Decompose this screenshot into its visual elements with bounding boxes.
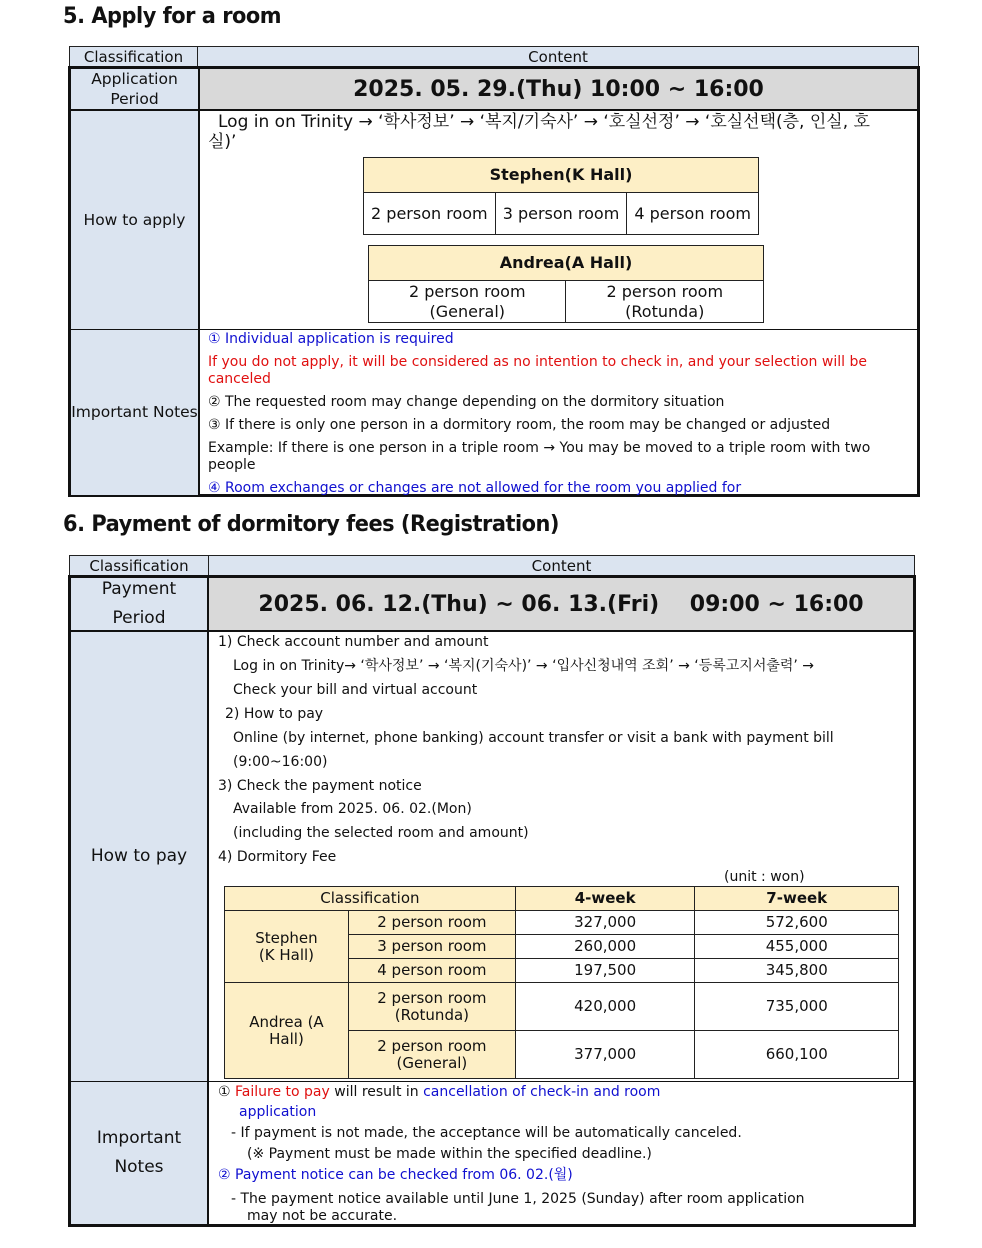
pay-step-3-date: Available from 2025. 06. 02.(Mon): [233, 801, 472, 817]
payment-notes-label-2: Notes: [114, 1157, 164, 1177]
pay-step-3: 3) Check the payment notice: [218, 778, 422, 794]
payment-note-2: ② Payment notice can be checked from 06. 02.(월): [218, 1167, 573, 1183]
payment-period-label: [71, 578, 209, 630]
pay-step-3-detail: (including the selected room and amount): [233, 825, 529, 841]
andrea-room-option: 2 person room (General): [369, 281, 566, 323]
payment-note-1-sub2: (※ Payment must be made within the specified deadline.): [247, 1146, 652, 1162]
section-6-header: [69, 555, 915, 576]
fee-7week-value: 735,000: [695, 983, 899, 1031]
payment-note-1-red: Failure to pay: [235, 1084, 330, 1100]
application-period-row: [71, 69, 917, 109]
fee-hall-stephen: Stephen (K Hall): [225, 911, 349, 983]
payment-note-1-blue-cont: application: [239, 1104, 317, 1120]
andrea-room-option: 2 person room (Rotunda): [566, 281, 764, 323]
fee-room-type: 3 person room: [348, 935, 515, 959]
payment-note-1: [218, 1084, 660, 1101]
fee-room-type: 2 person room: [348, 911, 515, 935]
stephen-room-option: 4 person room: [627, 193, 759, 235]
section-5-title: 5. Apply for a room: [63, 4, 282, 29]
note-1: ① Individual application is required: [208, 331, 454, 347]
payment-notes-label: [71, 1082, 209, 1224]
important-notes-row: [71, 329, 917, 495]
header-classification: Classification: [83, 47, 184, 66]
payment-note-1-text: will result in: [334, 1084, 419, 1100]
section-6-table: [68, 575, 916, 1227]
fee-7week-value: 345,800: [695, 959, 899, 983]
dormitory-fee-table: [224, 886, 899, 1079]
fee-header-4week: 4-week: [515, 887, 695, 911]
section-6-title: 6. Payment of dormitory fees (Registration): [63, 512, 560, 537]
pay-step-2-detail: Online (by internet, phone banking) account transfer or visit a bank with payment bill: [233, 730, 834, 746]
stephen-room-option: 2 person room: [364, 193, 496, 235]
payment-note-2-sub1: - The payment notice available until June 1, 2025 (Sunday) after room application: [231, 1191, 805, 1207]
fee-4week-value: 197,500: [515, 959, 695, 983]
fee-4week-value: 420,000: [515, 983, 695, 1031]
note-4: ④ Room exchanges or changes are not allowed for the room you applied for: [208, 480, 742, 496]
payment-note-2-sub2: may not be accurate.: [247, 1208, 398, 1224]
stephen-room-option: 3 person room: [495, 193, 627, 235]
header-content: Content: [197, 47, 918, 66]
payment-note-1-blue: cancellation of check-in and room: [423, 1084, 661, 1100]
fee-4week-value: 377,000: [515, 1031, 695, 1079]
fee-4week-value: 260,000: [515, 935, 695, 959]
how-to-apply-row: [71, 109, 917, 329]
note-3-example: Example: If there is one person in a triple room → You may be moved to a triple room with two people: [208, 440, 871, 473]
pay-step-1: 1) Check account number and amount: [218, 634, 489, 650]
payment-period-label-2: Period: [112, 608, 166, 628]
application-period-label: Application Period: [71, 69, 200, 109]
header-classification: Classification: [89, 556, 189, 575]
application-period-value: 2025. 05. 29.(Thu) 10:00 ~ 16:00: [200, 69, 917, 109]
payment-notes-row: [71, 1081, 913, 1224]
pay-step-1-detail: Check your bill and virtual account: [233, 682, 478, 698]
how-to-pay-label: How to pay: [71, 632, 209, 1081]
fee-4week-value: 327,000: [515, 911, 695, 935]
payment-period-label-1: Payment: [101, 579, 177, 599]
how-to-apply-label: How to apply: [71, 111, 200, 329]
payment-note-1-number: ①: [218, 1084, 231, 1100]
andrea-room-table: [368, 245, 764, 323]
fee-unit: (unit : won): [724, 869, 805, 885]
section-5-header: [69, 46, 919, 67]
fee-7week-value: 660,100: [695, 1031, 899, 1079]
stephen-hall-title: Stephen(K Hall): [364, 158, 759, 193]
apply-path-text: Log in on Trinity → ‘학사정보’ → ‘복지/기숙사’ → ‘호실선정’ → ‘호실선택(층, 인실, 호실)’: [208, 112, 870, 152]
payment-note-1-sub1: - If payment is not made, the acceptance will be automatically canceled.: [231, 1125, 742, 1141]
how-to-pay-row: [71, 630, 913, 1081]
pay-step-4: 4) Dormitory Fee: [218, 849, 337, 865]
note-1-warning: If you do not apply, it will be considered as no intention to check in, and your selection will be canceled: [208, 354, 867, 387]
pay-step-2: 2) How to pay: [225, 706, 324, 722]
payment-period-row: [71, 578, 913, 630]
fee-header-7week: 7-week: [695, 887, 899, 911]
fee-room-type: 2 person room (General): [348, 1031, 515, 1079]
andrea-hall-title: Andrea(A Hall): [369, 246, 764, 281]
stephen-room-table: [363, 157, 759, 235]
fee-room-type: 2 person room (Rotunda): [348, 983, 515, 1031]
fee-room-type: 4 person room: [348, 959, 515, 983]
note-3: ③ If there is only one person in a dormitory room, the room may be changed or adjusted: [208, 417, 831, 433]
fee-header-classification: Classification: [225, 887, 516, 911]
section-5-table: [68, 66, 920, 497]
fee-hall-andrea: Andrea (A Hall): [225, 983, 349, 1079]
fee-7week-value: 455,000: [695, 935, 899, 959]
note-2: ② The requested room may change depending on the dormitory situation: [208, 394, 725, 410]
pay-step-2-hours: (9:00~16:00): [233, 754, 328, 770]
fee-7week-value: 572,600: [695, 911, 899, 935]
header-content: Content: [208, 556, 914, 575]
payment-notes-label-1: Important: [96, 1128, 182, 1148]
pay-step-1-path: Log in on Trinity→ ‘학사정보’ → ‘복지(기숙사)’ → ‘입사신청내역 조회’ → ‘등록고지서출력’ →: [233, 658, 815, 674]
important-notes-label: Important Notes: [71, 330, 200, 495]
payment-period-value: 2025. 06. 12.(Thu) ~ 06. 13.(Fri) 09:00 ~ 16:00: [209, 578, 913, 630]
